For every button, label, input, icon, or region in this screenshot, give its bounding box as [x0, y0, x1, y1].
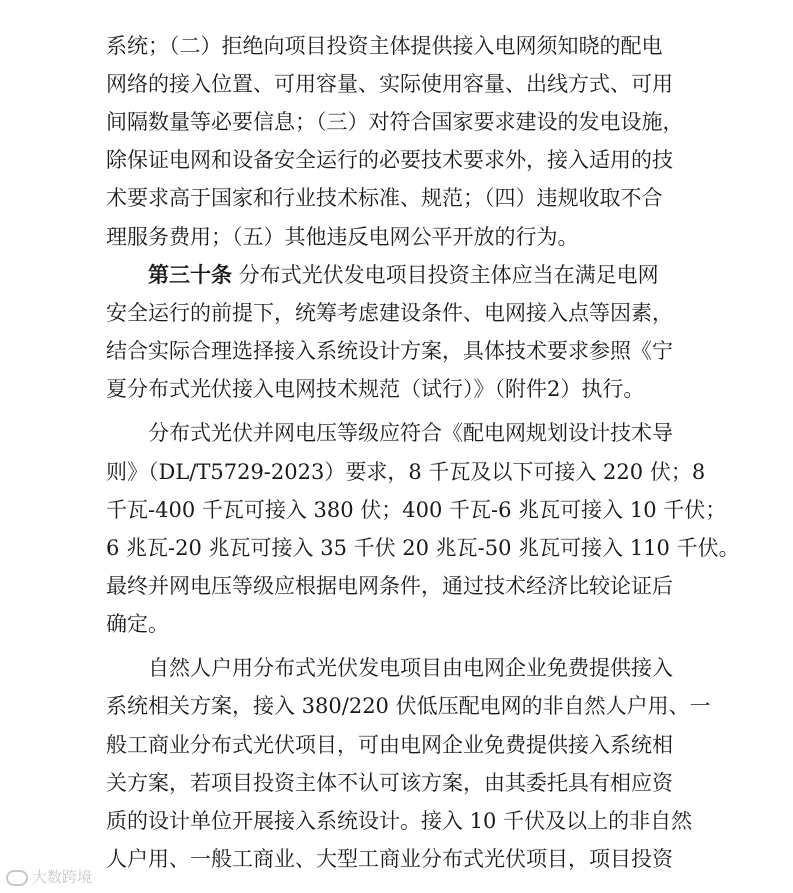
text-line: 分布式光伏并网电压等级应符合《配电网规划设计技术导: [148, 421, 673, 445]
text-line: 系统；（二）拒绝向项目投资主体提供接入电网须知晓的配电: [106, 34, 663, 58]
text-line: 6 兆瓦-20 兆瓦可接入 35 千伏 20 兆瓦-50 兆瓦可接入 110 千伏。: [106, 536, 740, 560]
text-line: 分布式光伏发电项目投资主体应当在满足电网: [238, 263, 659, 287]
text-line: 质的设计单位开展接入系统设计。接入 10 千伏及以上的非自然: [106, 809, 693, 833]
text-line: 间隔数量等必要信息；（三）对符合国家要求建设的发电设施，: [106, 110, 684, 134]
article-paragraph-start: [148, 262, 659, 288]
watermark-logo-icon: [6, 870, 28, 886]
text-line: 理服务费用；（五）其他违反电网公平开放的行为。: [106, 225, 579, 249]
watermark-text: 大数跨境: [32, 868, 93, 886]
text-line: 则》（DL/T5729-2023）要求，8 千瓦及以下可接入 220 伏；8: [106, 460, 706, 484]
text-line: 除保证电网和设备安全运行的必要技术要求外，接入适用的技: [106, 148, 673, 172]
text-line: 术要求高于国家和行业技术标准、规范；（四）违规收取不合: [106, 186, 663, 210]
article-heading: 第三十条: [148, 263, 232, 287]
text-line: 结合实际合理选择接入系统设计方案，具体技术要求参照《宁: [106, 339, 673, 363]
text-line: 千瓦-400 千瓦可接入 380 伏；400 千瓦-6 兆瓦可接入 10 千伏；: [106, 498, 727, 522]
text-line: 夏分布式光伏接入电网技术规范（试行）》（附件2）执行。: [106, 377, 645, 401]
text-line: 人户用、一般工商业、大型工商业分布式光伏项目，项目投资: [106, 847, 673, 871]
text-line: 确定。: [106, 612, 169, 636]
text-line: 网络的接入位置、可用容量、实际使用容量、出线方式、可用: [106, 72, 673, 96]
text-line: 般工商业分布式光伏项目，可由电网企业免费提供接入系统相: [106, 733, 673, 757]
text-line: 自然人户用分布式光伏发电项目由电网企业免费提供接入: [148, 656, 673, 680]
text-line: 安全运行的前提下，统筹考虑建设条件、电网接入点等因素，: [106, 301, 673, 325]
text-line: 最终并网电压等级应根据电网条件，通过技术经济比较论证后: [106, 574, 673, 598]
text-line: 关方案，若项目投资主体不认可该方案，由其委托具有相应资: [106, 771, 673, 795]
text-line: 系统相关方案，接入 380/220 伏低压配电网的非自然人户用、一: [106, 694, 711, 718]
watermark: [6, 866, 92, 887]
